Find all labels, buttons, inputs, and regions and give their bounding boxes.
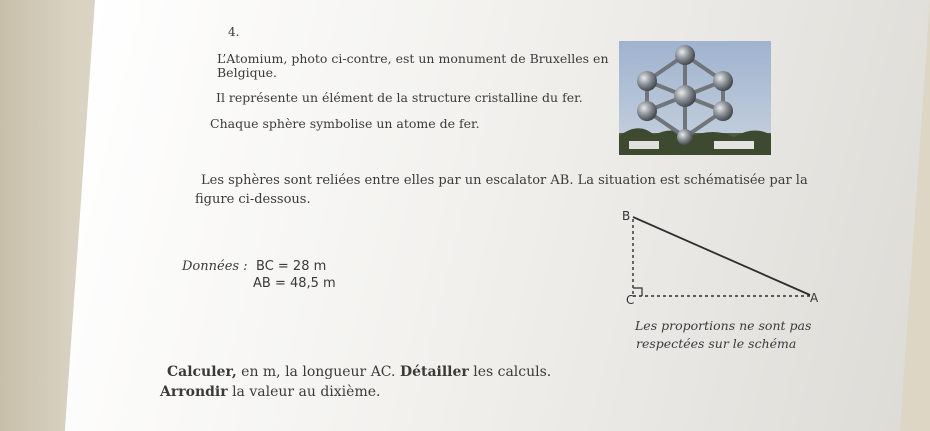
task-line-2: [160, 384, 380, 400]
task-text-3: la valeur au dixième.: [227, 384, 381, 400]
task-text-2: les calculs.: [468, 364, 552, 380]
task-text-1: en m, la longueur AC.: [236, 364, 400, 380]
diagram-note-1: Les proportions ne sont pas: [635, 318, 812, 333]
intro-line-4: Chaque sphère symbolise un atome de fer.: [210, 116, 480, 131]
task-verb-calculer: Calculer,: [167, 364, 237, 380]
task-verb-detailler: Détailler: [399, 364, 469, 380]
triangle-diagram: [610, 205, 830, 305]
intro-line-1: L’Atomium, photo ci-contre, est un monument de Bruxelles en: [217, 51, 609, 66]
label-c: C: [626, 293, 635, 305]
atomium-photo: [619, 41, 771, 155]
segment-ab: [633, 217, 810, 295]
exercise-number: 4.: [228, 25, 240, 39]
task-line-1: [167, 364, 551, 380]
given-bc: BC = 28 m: [256, 259, 327, 274]
intro-line-3: Il représente un élément de la structure cristalline du fer.: [216, 90, 583, 105]
givens-label: Données :: [182, 259, 248, 274]
given-ab: AB = 48,5 m: [253, 276, 336, 291]
label-b: B: [622, 209, 631, 223]
label-a: A: [810, 291, 819, 305]
intro-line-2: Belgique.: [217, 65, 278, 80]
context-line-1: Les sphères sont reliées entre elles par un escalator AB. La situation est schématisée par la: [201, 173, 808, 188]
task-verb-arrondir: Arrondir: [160, 384, 228, 400]
context-line-2: figure ci-dessous.: [195, 192, 311, 207]
diagram-note-2: respectées sur le schéma: [636, 336, 797, 351]
